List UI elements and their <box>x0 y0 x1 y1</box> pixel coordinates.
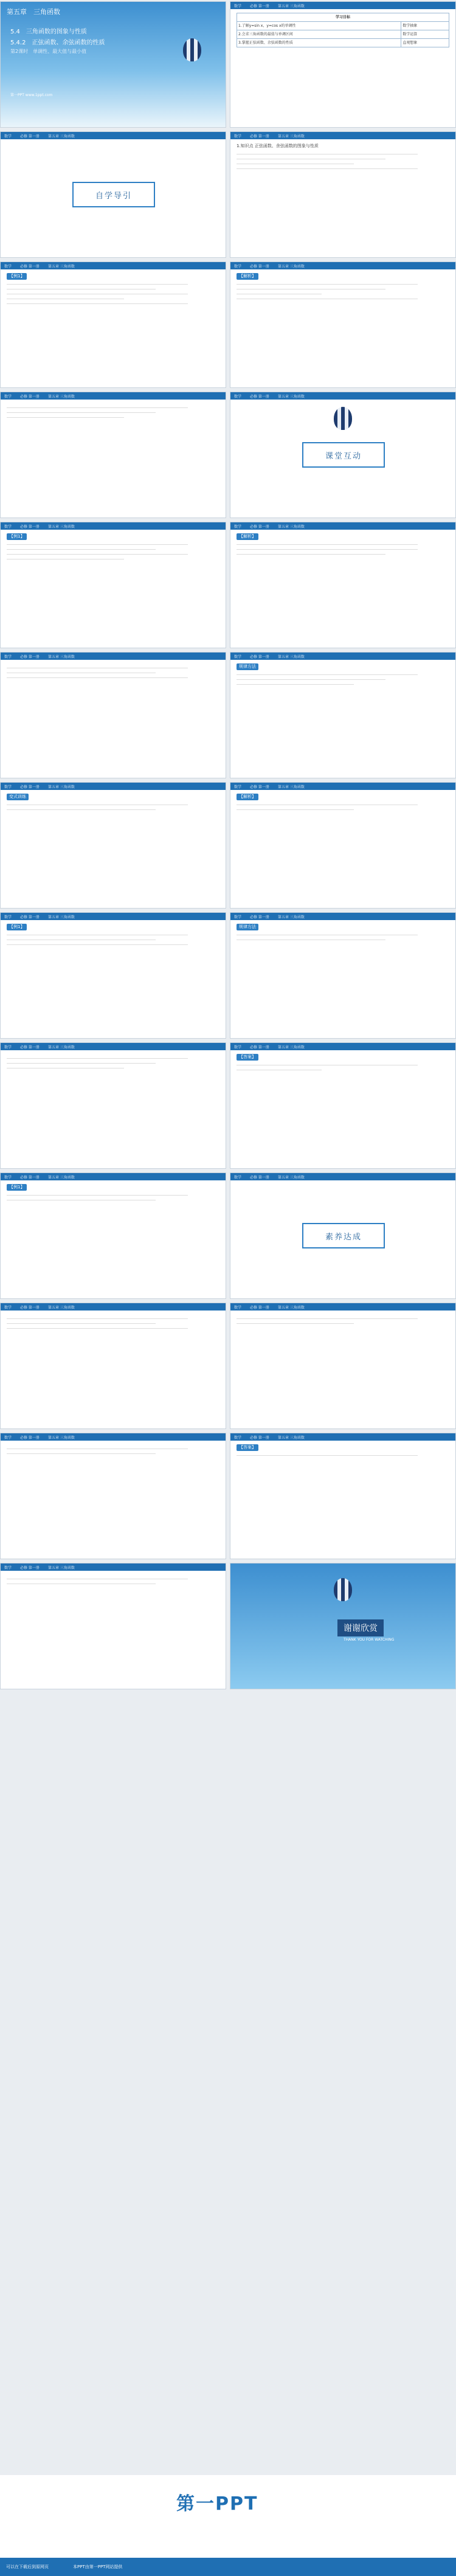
slide-topbar <box>230 1173 455 1180</box>
topbar-text: 必修 第一册 <box>250 134 269 139</box>
slide-body <box>7 1444 219 1555</box>
topbar-text: 数学 <box>234 915 242 919</box>
slide-body <box>237 1444 449 1555</box>
text-line <box>7 932 188 935</box>
text-line <box>237 156 385 159</box>
topbar-text: 必修 第一册 <box>250 394 269 399</box>
topbar-text: 第五章 三角函数 <box>47 524 75 529</box>
thanks-slide <box>230 1563 456 1689</box>
subsection-title: 5.4.2 正弦函数、余弦函数的性质 <box>10 40 105 46</box>
table-cell: 学习目标 <box>237 13 449 22</box>
topbar-text: 数学 <box>4 394 12 399</box>
balloon-icon <box>183 38 201 61</box>
section-box: 素养达成 <box>302 1223 385 1248</box>
topbar-text: 数学 <box>4 1435 12 1440</box>
text-line <box>7 410 156 413</box>
label-tag: 【例1】 <box>7 924 27 930</box>
slide-topbar <box>230 1433 455 1441</box>
text-line <box>7 670 156 673</box>
class-activity-slide <box>230 392 456 518</box>
chapter-title: 第五章 三角函数 <box>7 8 60 16</box>
text-line <box>237 166 418 169</box>
text-line <box>7 301 188 304</box>
topbar-text: 第五章 三角函数 <box>47 1435 75 1440</box>
topbar-text: 必修 第一册 <box>20 784 40 789</box>
content-slide-5 <box>0 261 226 388</box>
topbar-text: 必修 第一册 <box>20 1045 40 1050</box>
lesson-title: 第2课时 单调性、最大值与最小值 <box>10 49 87 54</box>
text-line <box>7 542 188 545</box>
text-line <box>237 677 385 680</box>
text-line <box>7 1316 188 1319</box>
topbar-text: 必修 第一册 <box>20 1305 40 1310</box>
topbar-text: 必修 第一册 <box>20 524 40 529</box>
slide-topbar <box>1 1043 226 1050</box>
topbar-text: 必修 第一册 <box>20 394 40 399</box>
topbar-text: 必修 第一册 <box>250 1435 269 1440</box>
label-tag: 规律方法 <box>237 663 258 670</box>
slide-body <box>237 533 449 644</box>
topbar-text: 数学 <box>4 1305 12 1310</box>
slide-body <box>237 924 449 1034</box>
topbar-text: 第五章 三角函数 <box>277 394 305 399</box>
text-line <box>7 1197 156 1200</box>
topbar-text: 必修 第一册 <box>20 1175 40 1180</box>
text-line <box>7 802 188 805</box>
topbar-text: 数学 <box>4 1175 12 1180</box>
text-line <box>7 1326 188 1329</box>
topbar-text: 第五章 三角函数 <box>277 1305 305 1310</box>
text-line <box>237 286 385 289</box>
text-line <box>7 286 156 289</box>
topbar-text: 必修 第一册 <box>250 654 269 659</box>
label-tag: 【解析】 <box>237 273 258 280</box>
topbar-text: 必修 第一册 <box>250 1175 269 1180</box>
table-cell: 3.掌握正弦函数、余弦函数的性质 <box>237 39 401 47</box>
topbar-text: 数学 <box>234 1175 242 1180</box>
topbar-text: 数学 <box>4 784 12 789</box>
topbar-text: 数学 <box>4 1045 12 1050</box>
topbar-text: 数学 <box>234 1045 242 1050</box>
knowledge-slide <box>230 131 456 258</box>
objectives-slide <box>230 1 456 128</box>
topbar-text: 第五章 三角函数 <box>277 1435 305 1440</box>
label-tag: 变式训练 <box>7 794 29 800</box>
text-line <box>7 1446 188 1449</box>
table-cell: 数学抽象 <box>401 22 449 30</box>
slide-body <box>7 273 219 384</box>
text-line <box>237 807 354 810</box>
slide-body <box>237 1314 449 1425</box>
topbar-text: 数学 <box>234 4 242 9</box>
topbar-text: 数学 <box>234 524 242 529</box>
text-line <box>237 282 418 285</box>
text-line <box>7 807 156 810</box>
text-line <box>7 282 188 285</box>
content-slide-16 <box>230 912 456 1039</box>
content-slide-9 <box>0 522 226 648</box>
topbar-text: 第五章 三角函数 <box>47 654 75 659</box>
topbar-text: 数学 <box>234 134 242 139</box>
text-line <box>237 296 418 299</box>
slide-topbar <box>1 913 226 920</box>
text-line <box>237 1321 354 1324</box>
topbar-text: 数学 <box>4 524 12 529</box>
slide-body <box>237 273 449 384</box>
slide-topbar <box>1 783 226 790</box>
content-slide-10 <box>230 522 456 648</box>
text-line <box>7 665 188 668</box>
topbar-text: 必修 第一册 <box>20 915 40 919</box>
text-line <box>7 1576 188 1579</box>
footer-strip: 可以在下载后到原网页 本PPT由第一PPT网站提供 <box>0 2558 456 2576</box>
content-slide-22 <box>230 1303 456 1429</box>
slide-body <box>237 663 449 774</box>
balloon-icon <box>334 1578 352 1601</box>
topbar-text: 数学 <box>234 264 242 269</box>
slide-body <box>7 1054 219 1165</box>
text-line <box>7 405 188 408</box>
slide-topbar <box>230 783 455 790</box>
label-tag: 【例1】 <box>7 533 27 540</box>
topbar-text: 必修 第一册 <box>250 264 269 269</box>
thanks-text: 谢谢欣赏 <box>337 1619 384 1636</box>
topbar-text: 第五章 三角函数 <box>47 1565 75 1570</box>
topbar-text: 第五章 三角函数 <box>277 134 305 139</box>
topbar-text: 数学 <box>234 1435 242 1440</box>
slide-body <box>7 403 219 514</box>
footer-logo: 第一PPT <box>176 2493 258 2515</box>
label-tag: 【例1】 <box>7 273 27 280</box>
text-line <box>237 682 354 685</box>
text-line <box>7 1061 156 1064</box>
topbar-text: 第五章 三角函数 <box>47 264 75 269</box>
topbar-text: 数学 <box>234 1305 242 1310</box>
label-tag: 【答案】 <box>237 1054 258 1061</box>
topbar-text: 第五章 三角函数 <box>47 1175 75 1180</box>
text-line <box>237 1067 322 1070</box>
slide-body <box>237 13 449 123</box>
objectives-table <box>237 13 449 47</box>
text-line <box>237 161 354 164</box>
text-line <box>7 937 156 940</box>
slide-topbar <box>230 392 455 400</box>
text-line <box>7 675 188 678</box>
topbar-text: 第五章 三角函数 <box>47 784 75 789</box>
topbar-text: 第五章 三角函数 <box>277 784 305 789</box>
slide-body <box>7 1574 219 1685</box>
slide-topbar <box>230 522 455 530</box>
topbar-text: 数学 <box>234 394 242 399</box>
topbar-text: 第五章 三角函数 <box>47 134 75 139</box>
topbar-text: 必修 第一册 <box>250 1045 269 1050</box>
slide-topbar <box>1 1303 226 1311</box>
text-line <box>7 1193 188 1196</box>
slide-body <box>7 533 219 644</box>
slide-body <box>7 924 219 1034</box>
text-line <box>7 415 124 418</box>
text-line <box>7 556 124 559</box>
slide-topbar <box>1 132 226 139</box>
text-line <box>237 672 418 675</box>
slide-body <box>237 1054 449 1165</box>
slide-body <box>7 663 219 774</box>
text-line <box>237 547 418 550</box>
slide-topbar <box>230 1043 455 1050</box>
topbar-text: 第五章 三角函数 <box>277 4 305 9</box>
text-line <box>7 296 124 299</box>
topbar-text: 数学 <box>234 654 242 659</box>
table-cell: 1.了解y=sin x，y=cos x的单调性 <box>237 22 401 30</box>
table-cell: 2.会求三角函数的最值与单调区间 <box>237 30 401 39</box>
topbar-text: 第五章 三角函数 <box>47 1045 75 1050</box>
topbar-text: 数学 <box>4 654 12 659</box>
text-line <box>237 151 418 154</box>
slide-topbar <box>1 262 226 269</box>
text-line <box>237 542 418 545</box>
topbar-text: 必修 第一册 <box>250 524 269 529</box>
slide-body <box>237 794 449 904</box>
content-slide-25 <box>0 1563 226 1689</box>
slide-body <box>7 1314 219 1425</box>
slide-body <box>7 794 219 904</box>
content-slide-14 <box>230 782 456 909</box>
topbar-text: 第五章 三角函数 <box>47 1305 75 1310</box>
balloon-icon <box>334 407 352 430</box>
label-tag: 【解析】 <box>237 533 258 540</box>
topbar-text: 数学 <box>4 134 12 139</box>
text-line <box>237 552 385 555</box>
slide-topbar <box>1 1433 226 1441</box>
content-slide-12 <box>230 652 456 778</box>
text-line <box>237 1062 418 1065</box>
topbar-text: 必修 第一册 <box>20 1435 40 1440</box>
slide-topbar <box>1 1563 226 1571</box>
slide-topbar <box>230 132 455 139</box>
section-box: 自学导引 <box>72 182 155 207</box>
text-line <box>237 1316 418 1319</box>
site-text: 第一PPT www.1ppt.com <box>10 93 53 97</box>
topbar-text: 第五章 三角函数 <box>277 1175 305 1180</box>
content-slide-6 <box>230 261 456 388</box>
topbar-text: 第五章 三角函数 <box>277 524 305 529</box>
topbar-text: 第五章 三角函数 <box>47 915 75 919</box>
slide-topbar <box>230 913 455 920</box>
label-tag: 【答案】 <box>237 1444 258 1451</box>
topbar-text: 必修 第一册 <box>20 134 40 139</box>
topbar-text: 必修 第一册 <box>20 264 40 269</box>
text-line <box>237 932 418 935</box>
section-box: 课堂互动 <box>302 442 385 468</box>
practice-slide <box>230 1172 456 1299</box>
slide-body <box>7 1184 219 1295</box>
text-line <box>237 937 385 940</box>
footer-banner <box>0 2475 456 2576</box>
slide-topbar <box>1 1173 226 1180</box>
table-cell: 直观想象 <box>401 39 449 47</box>
content-slide-21 <box>0 1303 226 1429</box>
topbar-text: 第五章 三角函数 <box>277 915 305 919</box>
text-line <box>7 1056 188 1059</box>
topbar-text: 必修 第一册 <box>250 1305 269 1310</box>
slide-topbar <box>230 262 455 269</box>
content-slide-17 <box>0 1042 226 1169</box>
self-study-slide <box>0 131 226 258</box>
text-line <box>237 802 418 805</box>
thanks-subtext: THANK YOU FOR WATCHING <box>344 1638 395 1642</box>
label-tag: 【例1】 <box>7 1184 27 1191</box>
text-line <box>7 1451 156 1454</box>
content-slide-13 <box>0 782 226 909</box>
topbar-text: 数学 <box>4 915 12 919</box>
label-tag: 规律方法 <box>237 924 258 930</box>
content-slide-15 <box>0 912 226 1039</box>
text-line <box>7 547 156 550</box>
content-slide-18 <box>230 1042 456 1169</box>
content-slide-24 <box>230 1433 456 1559</box>
label-tag: 【解析】 <box>237 794 258 800</box>
topbar-text: 必修 第一册 <box>20 654 40 659</box>
topbar-text: 必修 第一册 <box>250 784 269 789</box>
topbar-text: 必修 第一册 <box>250 915 269 919</box>
slide-body: 1.知识点 正弦函数、余弦函数的图象与性质 <box>237 143 449 254</box>
text-line <box>7 1581 156 1584</box>
content-slide-7 <box>0 392 226 518</box>
text-line <box>237 1453 418 1456</box>
slide-topbar <box>230 2 455 9</box>
content-slide-23 <box>0 1433 226 1559</box>
content-slide-11 <box>0 652 226 778</box>
text-line <box>7 1321 156 1324</box>
text-line <box>7 291 188 294</box>
content-slide-19 <box>0 1172 226 1299</box>
topbar-text: 必修 第一册 <box>20 1565 40 1570</box>
topbar-text: 数学 <box>234 784 242 789</box>
section-title: 5.4 三角函数的图象与性质 <box>10 29 87 35</box>
topbar-text: 第五章 三角函数 <box>47 394 75 399</box>
text-line <box>237 291 322 294</box>
slide-topbar <box>230 1303 455 1311</box>
text-line <box>7 552 188 555</box>
slide-topbar <box>230 653 455 660</box>
topbar-text: 第五章 三角函数 <box>277 264 305 269</box>
topbar-text: 必修 第一册 <box>250 4 269 9</box>
text-line <box>7 942 188 945</box>
topbar-text: 数学 <box>4 1565 12 1570</box>
slide-topbar <box>1 653 226 660</box>
topbar-text: 数学 <box>4 264 12 269</box>
slide-topbar <box>1 392 226 400</box>
topbar-text: 第五章 三角函数 <box>277 654 305 659</box>
text-line <box>7 1065 124 1068</box>
slide-topbar <box>1 522 226 530</box>
cover-slide <box>0 1 226 128</box>
table-cell: 数学运算 <box>401 30 449 39</box>
topbar-text: 第五章 三角函数 <box>277 1045 305 1050</box>
